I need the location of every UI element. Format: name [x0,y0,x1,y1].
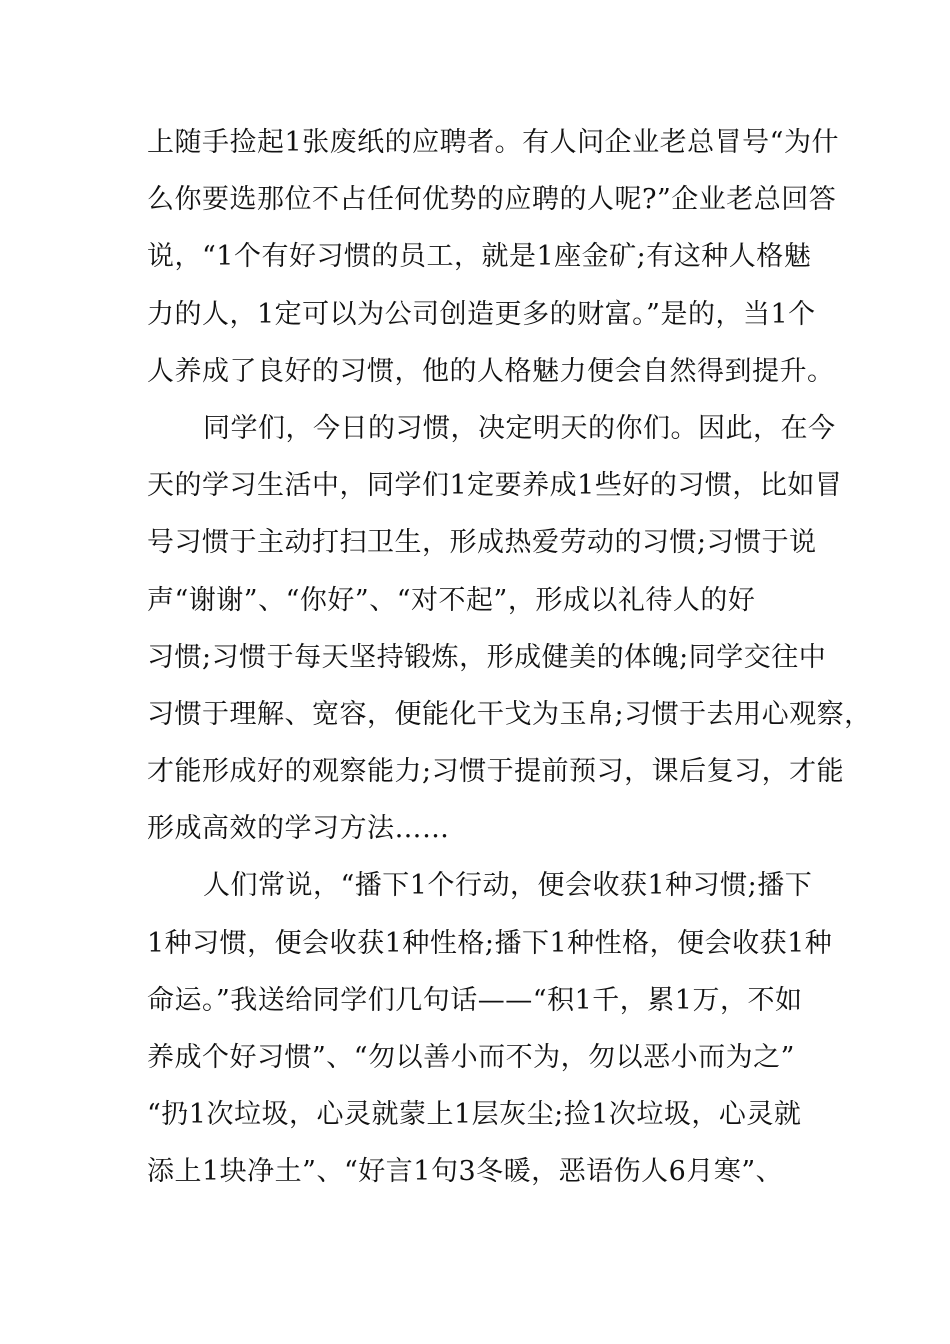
paragraph-3 [147,857,833,1200]
document-body [147,114,872,1201]
paragraph-line: 同学们，今日的习惯，决定明天的你们。因此，在今 [203,412,836,444]
paragraph-2 [147,400,872,858]
paragraph-line: 说，“1个有好习惯的员工，就是1座金矿;有这种人格魅 [147,241,812,273]
paragraph-line: 养成个好习惯”、“勿以善小而不为，勿以恶小而为之” [147,1042,795,1073]
paragraph-line: 么你要选那位不占任何优势的应聘的人呢?”企业老总回答 [147,184,837,216]
paragraph-line: 天的学习生活中，同学们1定要养成1些好的习惯，比如冒 [147,470,843,502]
paragraph-line: 1种习惯，便会收获1种性格;播下1种性格，便会收获1种 [147,927,833,959]
paragraph-line: 习惯;习惯于每天坚持锻炼，形成健美的体魄;同学交往中 [147,641,827,673]
paragraph-line: 声“谢谢”、“你好”、“对不起”，形成以礼待人的好 [147,584,756,616]
paragraph-line: 人养成了良好的习惯，他的人格魅力便会自然得到提升。 [147,355,835,387]
paragraph-line: 习惯于理解、宽容，便能化干戈为玉帛;习惯于去用心观察， [147,698,872,730]
paragraph-line: 形成高效的学习方法…… [147,813,450,845]
paragraph-line: 号习惯于主动打扫卫生，形成热爱劳动的习惯;习惯于说 [147,527,817,559]
paragraph-line: 添上1块净土”、“好言1句3冬暖，恶语伤人6月寒”、 [147,1156,784,1188]
paragraph-line: 力的人，1定可以为公司创造更多的财富。”是的，当1个 [147,298,816,330]
paragraph-1 [147,114,839,400]
paragraph-line: “扔1次垃圾，心灵就蒙上1层灰尘;捡1次垃圾，心灵就 [147,1099,802,1131]
paragraph-line: 上随手捡起1张废纸的应聘者。有人问企业老总冒号“为什 [147,127,839,158]
paragraph-line: 才能形成好的观察能力;习惯于提前预习，课后复习，才能 [147,756,845,788]
paragraph-line: 人们常说，“播下1个行动，便会收获1种习惯;播下 [203,870,813,902]
paragraph-line: 命运。”我送给同学们几句话——“积1千，累1万，不如 [147,984,803,1016]
